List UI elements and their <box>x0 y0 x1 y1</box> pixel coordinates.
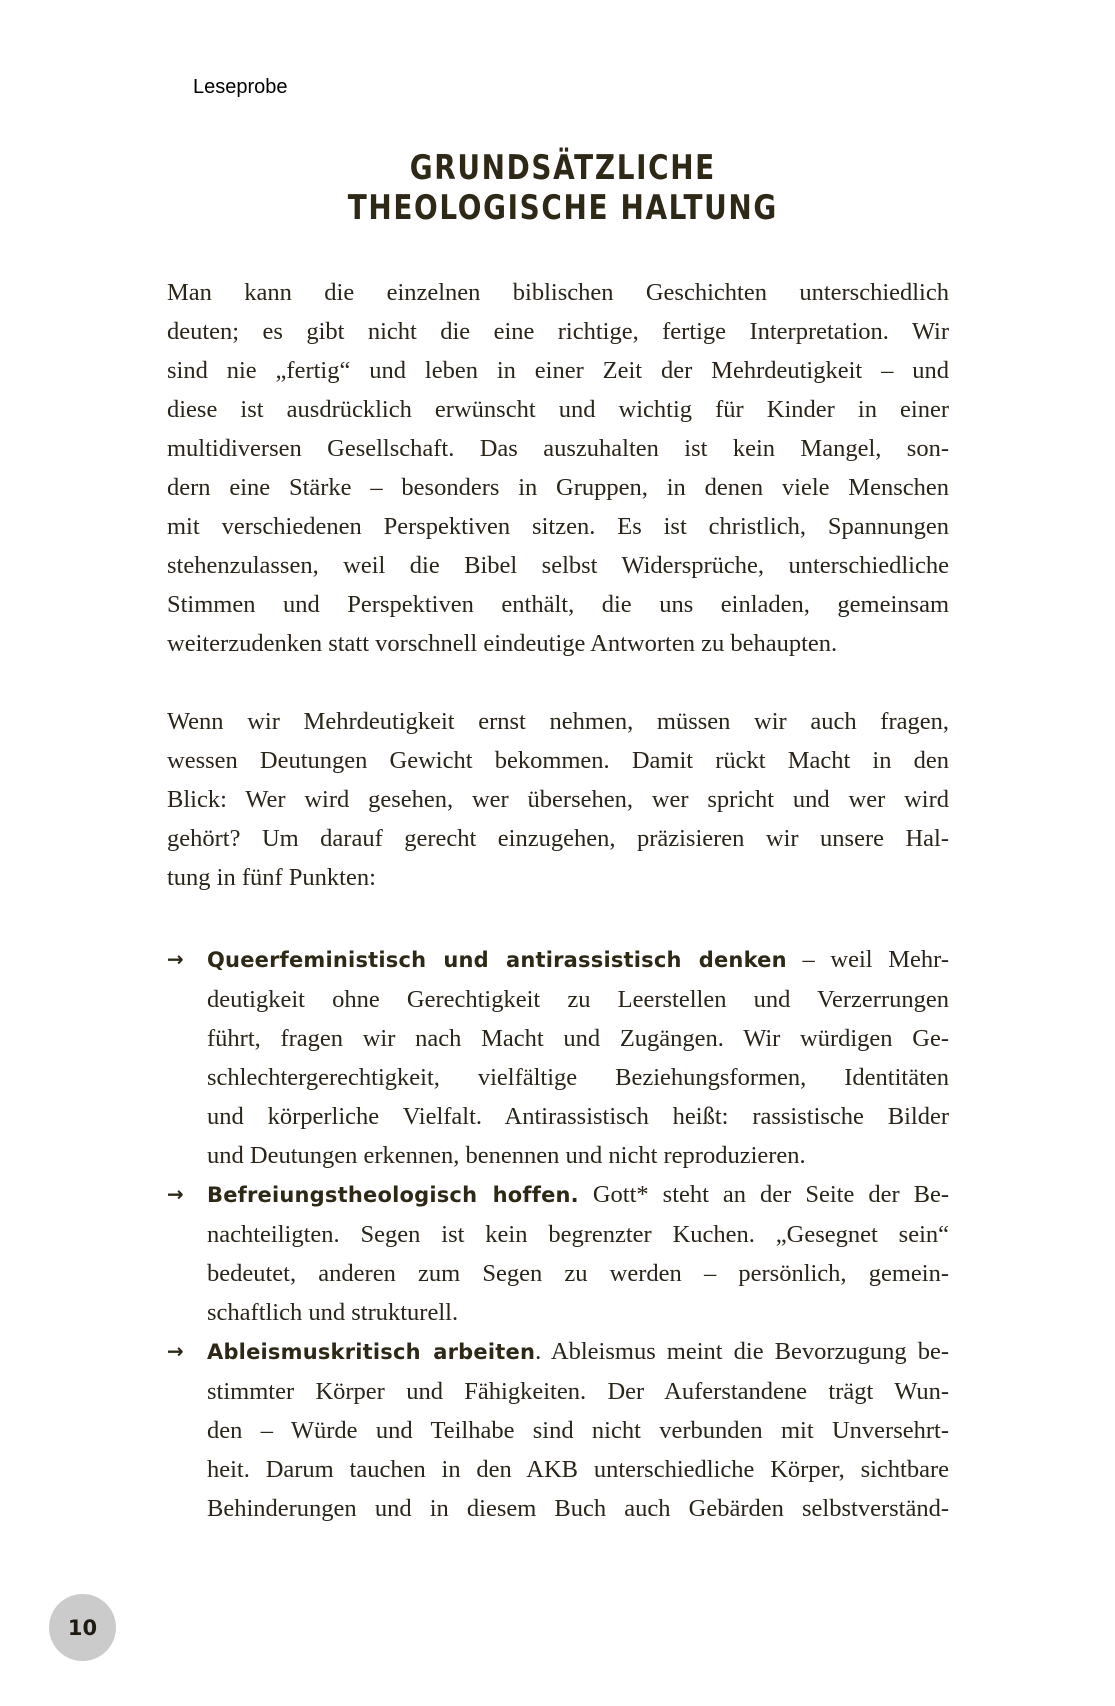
title-line-2: THEOLOGISCHE HALTUNG <box>347 188 778 228</box>
text-line: gehört? Um darauf gerecht einzugehen, präzisieren wir unsere Hal- <box>167 825 949 852</box>
text-line: tung in fünf Punkten: <box>167 864 376 891</box>
list-item <box>167 1175 949 1332</box>
text-line: und Deutungen erkennen, benennen und nicht reproduzieren. <box>207 1142 806 1169</box>
text-line: Stimmen und Perspektiven enthält, die uns einladen, gemeinsam <box>167 591 949 618</box>
text-line: wessen Deutungen Gewicht bekommen. Damit rückt Macht in den <box>167 747 949 774</box>
list-item <box>167 940 949 1175</box>
list-item <box>167 1332 949 1528</box>
paragraph-1 <box>167 273 949 663</box>
text-line: nachteiligten. Segen ist kein begrenzter Kuchen. „Gesegnet sein“ <box>207 1221 949 1248</box>
text-line: Wenn wir Mehrdeutigkeit ernst nehmen, müssen wir auch fragen, <box>167 708 949 735</box>
header-label: Leseprobe <box>193 76 288 98</box>
bullet-list <box>167 940 949 1528</box>
text-line: deuten; es gibt nicht die eine richtige, fertige Interpretation. Wir <box>167 318 949 345</box>
bullet-lead: Ableismuskritisch arbeiten <box>207 1340 536 1364</box>
text-line: Blick: Wer wird gesehen, wer übersehen, wer spricht und wer wird <box>167 786 949 813</box>
paragraph-2 <box>167 702 949 897</box>
text-line: diese ist ausdrücklich erwünscht und wichtig für Kinder in einer <box>167 396 949 423</box>
bullet-lead: Befreiungstheologisch hoffen. <box>207 1183 579 1207</box>
title-line-1: GRUNDSÄTZLICHE <box>409 148 716 188</box>
bullet-text: – weil Mehr- <box>786 946 950 973</box>
text-line: dern eine Stärke – besonders in Gruppen, in denen viele Menschen <box>167 474 949 501</box>
text-line: schaftlich und strukturell. <box>207 1299 459 1326</box>
text-line: schlechtergerechtigkeit, vielfältige Beziehungsformen, Identitäten <box>207 1064 949 1091</box>
arrow-right-icon: → <box>167 1339 184 1363</box>
page-number-badge <box>49 1594 116 1661</box>
page-number: 10 <box>67 1615 98 1640</box>
bullet-text: Gott* steht an der Seite der Be- <box>578 1181 949 1208</box>
text-line: stimmter Körper und Fähigkeiten. Der Auferstandene trägt Wun- <box>207 1378 949 1405</box>
arrow-right-icon: → <box>167 1182 184 1206</box>
text-line: Behinderungen und in diesem Buch auch Gebärden selbstverständ- <box>207 1495 949 1522</box>
text-line: Man kann die einzelnen biblischen Geschichten unterschiedlich <box>167 279 949 306</box>
text-line: und körperliche Vielfalt. Antirassistisch heißt: rassistische Bilder <box>207 1103 949 1130</box>
text-line: multidiversen Gesellschaft. Das auszuhalten ist kein Mangel, son- <box>167 435 949 462</box>
text-line: mit verschiedenen Perspektiven sitzen. Es ist christlich, Spannungen <box>167 513 949 540</box>
text-line: deutigkeit ohne Gerechtigkeit zu Leerstellen und Verzerrungen <box>207 986 949 1013</box>
text-line: bedeutet, anderen zum Segen zu werden – persönlich, gemein- <box>207 1260 949 1287</box>
text-line: führt, fragen wir nach Macht und Zugängen. Wir würdigen Ge- <box>207 1025 949 1052</box>
text-line: heit. Darum tauchen in den AKB unterschiedliche Körper, sichtbare <box>207 1456 949 1483</box>
text-line: stehenzulassen, weil die Bibel selbst Widersprüche, unterschiedliche <box>167 552 949 579</box>
text-line: den – Würde und Teilhabe sind nicht verbunden mit Unversehrt- <box>207 1417 949 1444</box>
text-line: weiterzudenken statt vorschnell eindeutige Antworten zu behaupten. <box>167 630 838 657</box>
page-title <box>106 148 1020 228</box>
bullet-text: . Ableismus meint die Bevorzugung be- <box>535 1338 949 1365</box>
bullet-lead: Queerfeministisch und antirassistisch denken <box>207 948 787 972</box>
text-line: sind nie „fertig“ und leben in einer Zeit der Mehrdeutigkeit – und <box>167 357 949 384</box>
arrow-right-icon: → <box>167 947 184 971</box>
